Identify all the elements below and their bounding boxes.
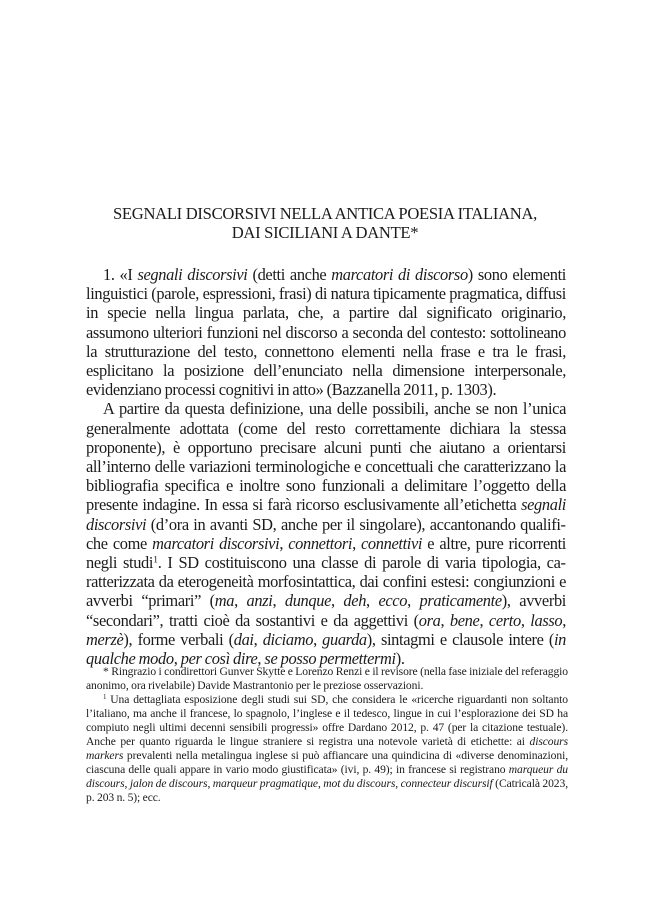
text-run: , xyxy=(207,777,213,790)
text-run: , xyxy=(520,610,531,630)
text-run: Una dettagliata esposizione degli studi sui SD, che considera le «ricerche riguardanti non soltanto l’italiano, ma anche il francese, lo spagnolo, l’inglese e il tedesco, lingue in cui l’esplorazione dei SD ha compiuto negli ultimi decenni sensibili progressi» offre Dardano 2012, p. 47 (per la citazione testuale). Anche per quanto riguarda le lingue straniere si registra una notevole varietà di etichette: ai xyxy=(86,693,568,748)
text-run: , xyxy=(366,591,379,611)
italic-term: guarda xyxy=(322,629,367,649)
text-run: e altre, pure ricorrenti negli studi xyxy=(86,533,566,573)
italic-term: dai xyxy=(233,629,254,649)
italic-term: ecco xyxy=(378,591,408,611)
italic-term: mot du discours xyxy=(323,777,396,790)
text-run: , xyxy=(173,649,181,669)
text-run: ) sono elementi linguistici (parole, espressioni, frasi) di natura tipicamente pragmatica, diffusi in specie nella lingua parlata, che, a partire dal significato originario, assumono ulteriori funzioni nel discorso a seconda del contesto: sottolineano la strutturazione del testo, connettono elementi nella frase e tra le frasi, esplicitano la posizione dell’enunciato nella dimensione interpersonale, evidenziano processi cognitivi in atto» (Bazzanella 2011, p. 1303). xyxy=(86,265,566,400)
italic-term: merzè xyxy=(86,629,124,649)
text-run: prevalenti nella metalingua inglese si può affiancare una quindicina di «diverse denominazioni, ciascuna delle quali appare in vario modo giustificata» (ivi, p. 49); in francese si registrano xyxy=(86,749,568,776)
italic-term: jalon de discours xyxy=(129,777,208,790)
italic-term: anzi xyxy=(246,591,273,611)
italic-term: connettivi xyxy=(361,533,423,553)
text-run: (d’ora in avanti SD, anche per il singolare), accantonando qualifiche come xyxy=(86,514,566,553)
text-run: (Catricalà 2023, p. 203 n. 5); ecc. xyxy=(86,777,568,804)
italic-term: certo xyxy=(488,610,521,630)
text-run: , xyxy=(331,591,344,611)
text-run: , xyxy=(253,629,263,649)
footnote-marker: 1 xyxy=(153,554,158,566)
italic-term: connettori xyxy=(288,533,353,553)
italic-term: bene xyxy=(449,610,480,630)
text-run: , xyxy=(562,610,566,630)
title-line-1: SEGNALI DISCORSIVI NELLA ANTICA POESIA ITALIANA, xyxy=(113,204,537,223)
text-run: , xyxy=(395,777,401,790)
main-text xyxy=(86,265,566,668)
italic-term: ora xyxy=(418,610,441,630)
italic-term: ma xyxy=(214,591,235,611)
text-run: A partire da questa definizione, una delle possibili, anche se non l’unica generalmente adottata (come del resto correttamente dichiara la stessa proponente), è opportuno precisare alcuni punti che aiutano a orientarsi all’interno delle variazioni terminologiche e concettuali che caratterizzano la bibliografia specifica e inoltre sono funzionali a delimitare l’oggetto della presente indagine. In essa si farà ricorso esclusivamente all’etichetta xyxy=(86,399,566,515)
text-run: ), avverbi “secondari”, tratti cioè da sostantivi e da aggettivi ( xyxy=(86,591,566,630)
text-run: , xyxy=(257,649,265,669)
italic-term: deh xyxy=(343,591,367,611)
italic-term: in qualche modo xyxy=(86,629,567,669)
text-run: ). xyxy=(395,649,405,669)
italic-term: segnali discorsivi xyxy=(86,495,566,534)
article-title xyxy=(100,204,550,242)
italic-term: praticamente xyxy=(419,591,502,611)
footnote-star xyxy=(86,665,568,693)
text-run: 1. «I xyxy=(103,265,138,284)
italic-term: segnali discorsivi xyxy=(137,265,248,284)
text-run: , xyxy=(279,533,289,553)
text-run: ), sintagmi e clausole intere ( xyxy=(366,629,554,649)
italic-term: marcatori di discorso xyxy=(331,265,468,284)
title-line-2: DAI SICILIANI A DANTE* xyxy=(231,223,419,242)
italic-term: marqueur du discours xyxy=(86,763,568,790)
text-run: , xyxy=(317,777,324,790)
footnote-1 xyxy=(86,693,568,805)
paragraph-2 xyxy=(86,399,566,668)
footnotes xyxy=(86,665,568,805)
text-run: , xyxy=(272,591,285,611)
text-run: * Ringrazio i condirettori Gunver Skytte e Lorenzo Renzi e il revisore (nella fase iniziale del referaggio anonimo, ora rivelabile) Davide Mastrantonio per le preziose osservazioni. xyxy=(86,665,568,692)
italic-term: marqueur pragmatique xyxy=(212,777,318,790)
text-run: , xyxy=(479,610,489,630)
italic-term: per così dire xyxy=(180,649,258,669)
text-run: , xyxy=(124,777,130,790)
text-run: (detti anche xyxy=(247,265,332,284)
text-run: , xyxy=(407,591,420,611)
italic-term: connecteur discursif xyxy=(400,777,493,790)
footnote-marker: 1 xyxy=(103,693,107,702)
text-run: , xyxy=(352,533,361,553)
text-run: , xyxy=(440,610,450,630)
paragraph-1 xyxy=(86,265,566,399)
text-run: , xyxy=(313,629,323,649)
italic-term: se posso permettermi xyxy=(264,649,396,669)
italic-term: diciamo xyxy=(262,629,314,649)
italic-term: marcatori discorsivi xyxy=(152,533,280,553)
text-run: . I SD costituiscono una classe di parole di varia tipologia, caratterizzata da eterogeneità morfosintattica, dai confini estesi: congiunzioni e avverbi “primari” ( xyxy=(86,553,566,611)
text-run: ), forme verbali ( xyxy=(123,629,234,649)
text-run: , xyxy=(234,591,247,611)
italic-term: discours markers xyxy=(86,735,568,762)
italic-term: dunque xyxy=(284,591,332,611)
italic-term: lasso xyxy=(530,610,563,630)
